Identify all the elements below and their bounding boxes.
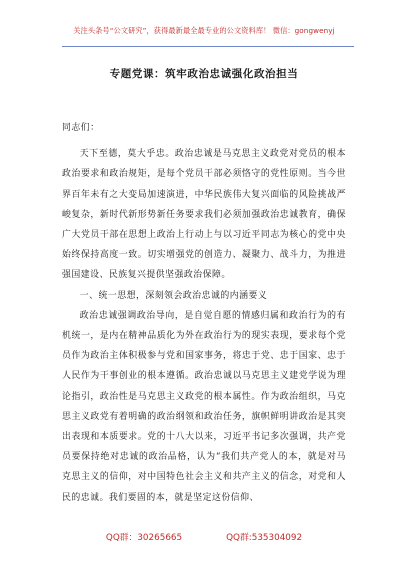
document-body [62, 118, 346, 508]
header-divider [62, 46, 354, 47]
section-heading-1: 一、统一思想，深刻领会政治忠诚的内涵要义 [79, 290, 268, 301]
qq-group-2: QQ群:535304092 [226, 533, 303, 543]
paragraph-intro: 天下至德，莫大乎忠。政治忠诚是马克思主义政党对党员的根本政治要求和政治规矩，是每个党员干部必须恪守的党性原则。当今世界百年未有之大变局加速演进，中华民族伟大复兴面临的风险挑战严峻复杂，新时代新形势新任务要求我们必须加强政治忠诚教育，确保广大党员干部在思想上政治上行动上与以习近平同志为核心的党中央始终保持高度一致。切实增强党的创造力、凝聚力、战斗力，为推进强国建设、民族复兴提供坚强政治保障。 [62, 149, 346, 281]
footer-contact [0, 530, 408, 543]
qq-group-1: QQ群：30265665 [105, 533, 183, 543]
paragraph-section-1: 政治忠诚强调政治导向，是自觉自愿的情感归属和政治行为的有机统一，是内在精神品质化为外在政治行为的现实表现，要求每个党员作为政治主体积极参与党和国家事务，将忠于党、忠于国家、忠于人民作为干事创业的根本遵循。政治忠诚以马克思主义建党学说为理论指引，政治性是马克思主义政党的根本属性。作为政治组织，马克思主义政党有着明确的政治纲领和政治任务，旗帜鲜明讲政治是其突出表现和本质要求。党的十八大以来，习近平书记多次强调，共产党员要保持绝对忠诚的政治品格，认为“我们共产党人的本，就是对马克思主义的信仰，对中国特色社会主义和共产主义的信念，对党和人民的忠诚。我们要固的本，就是坚定这份信仰、 [62, 310, 346, 503]
salutation: 同志们： [62, 123, 100, 133]
promo-banner: 关注头条号“公文研究”，获得最新最全最专业的公文资料库！ 微信：gongwenyj [73, 26, 335, 35]
document-title: 专题党课：筑牢政治忠诚强化政治担当 [109, 68, 299, 80]
